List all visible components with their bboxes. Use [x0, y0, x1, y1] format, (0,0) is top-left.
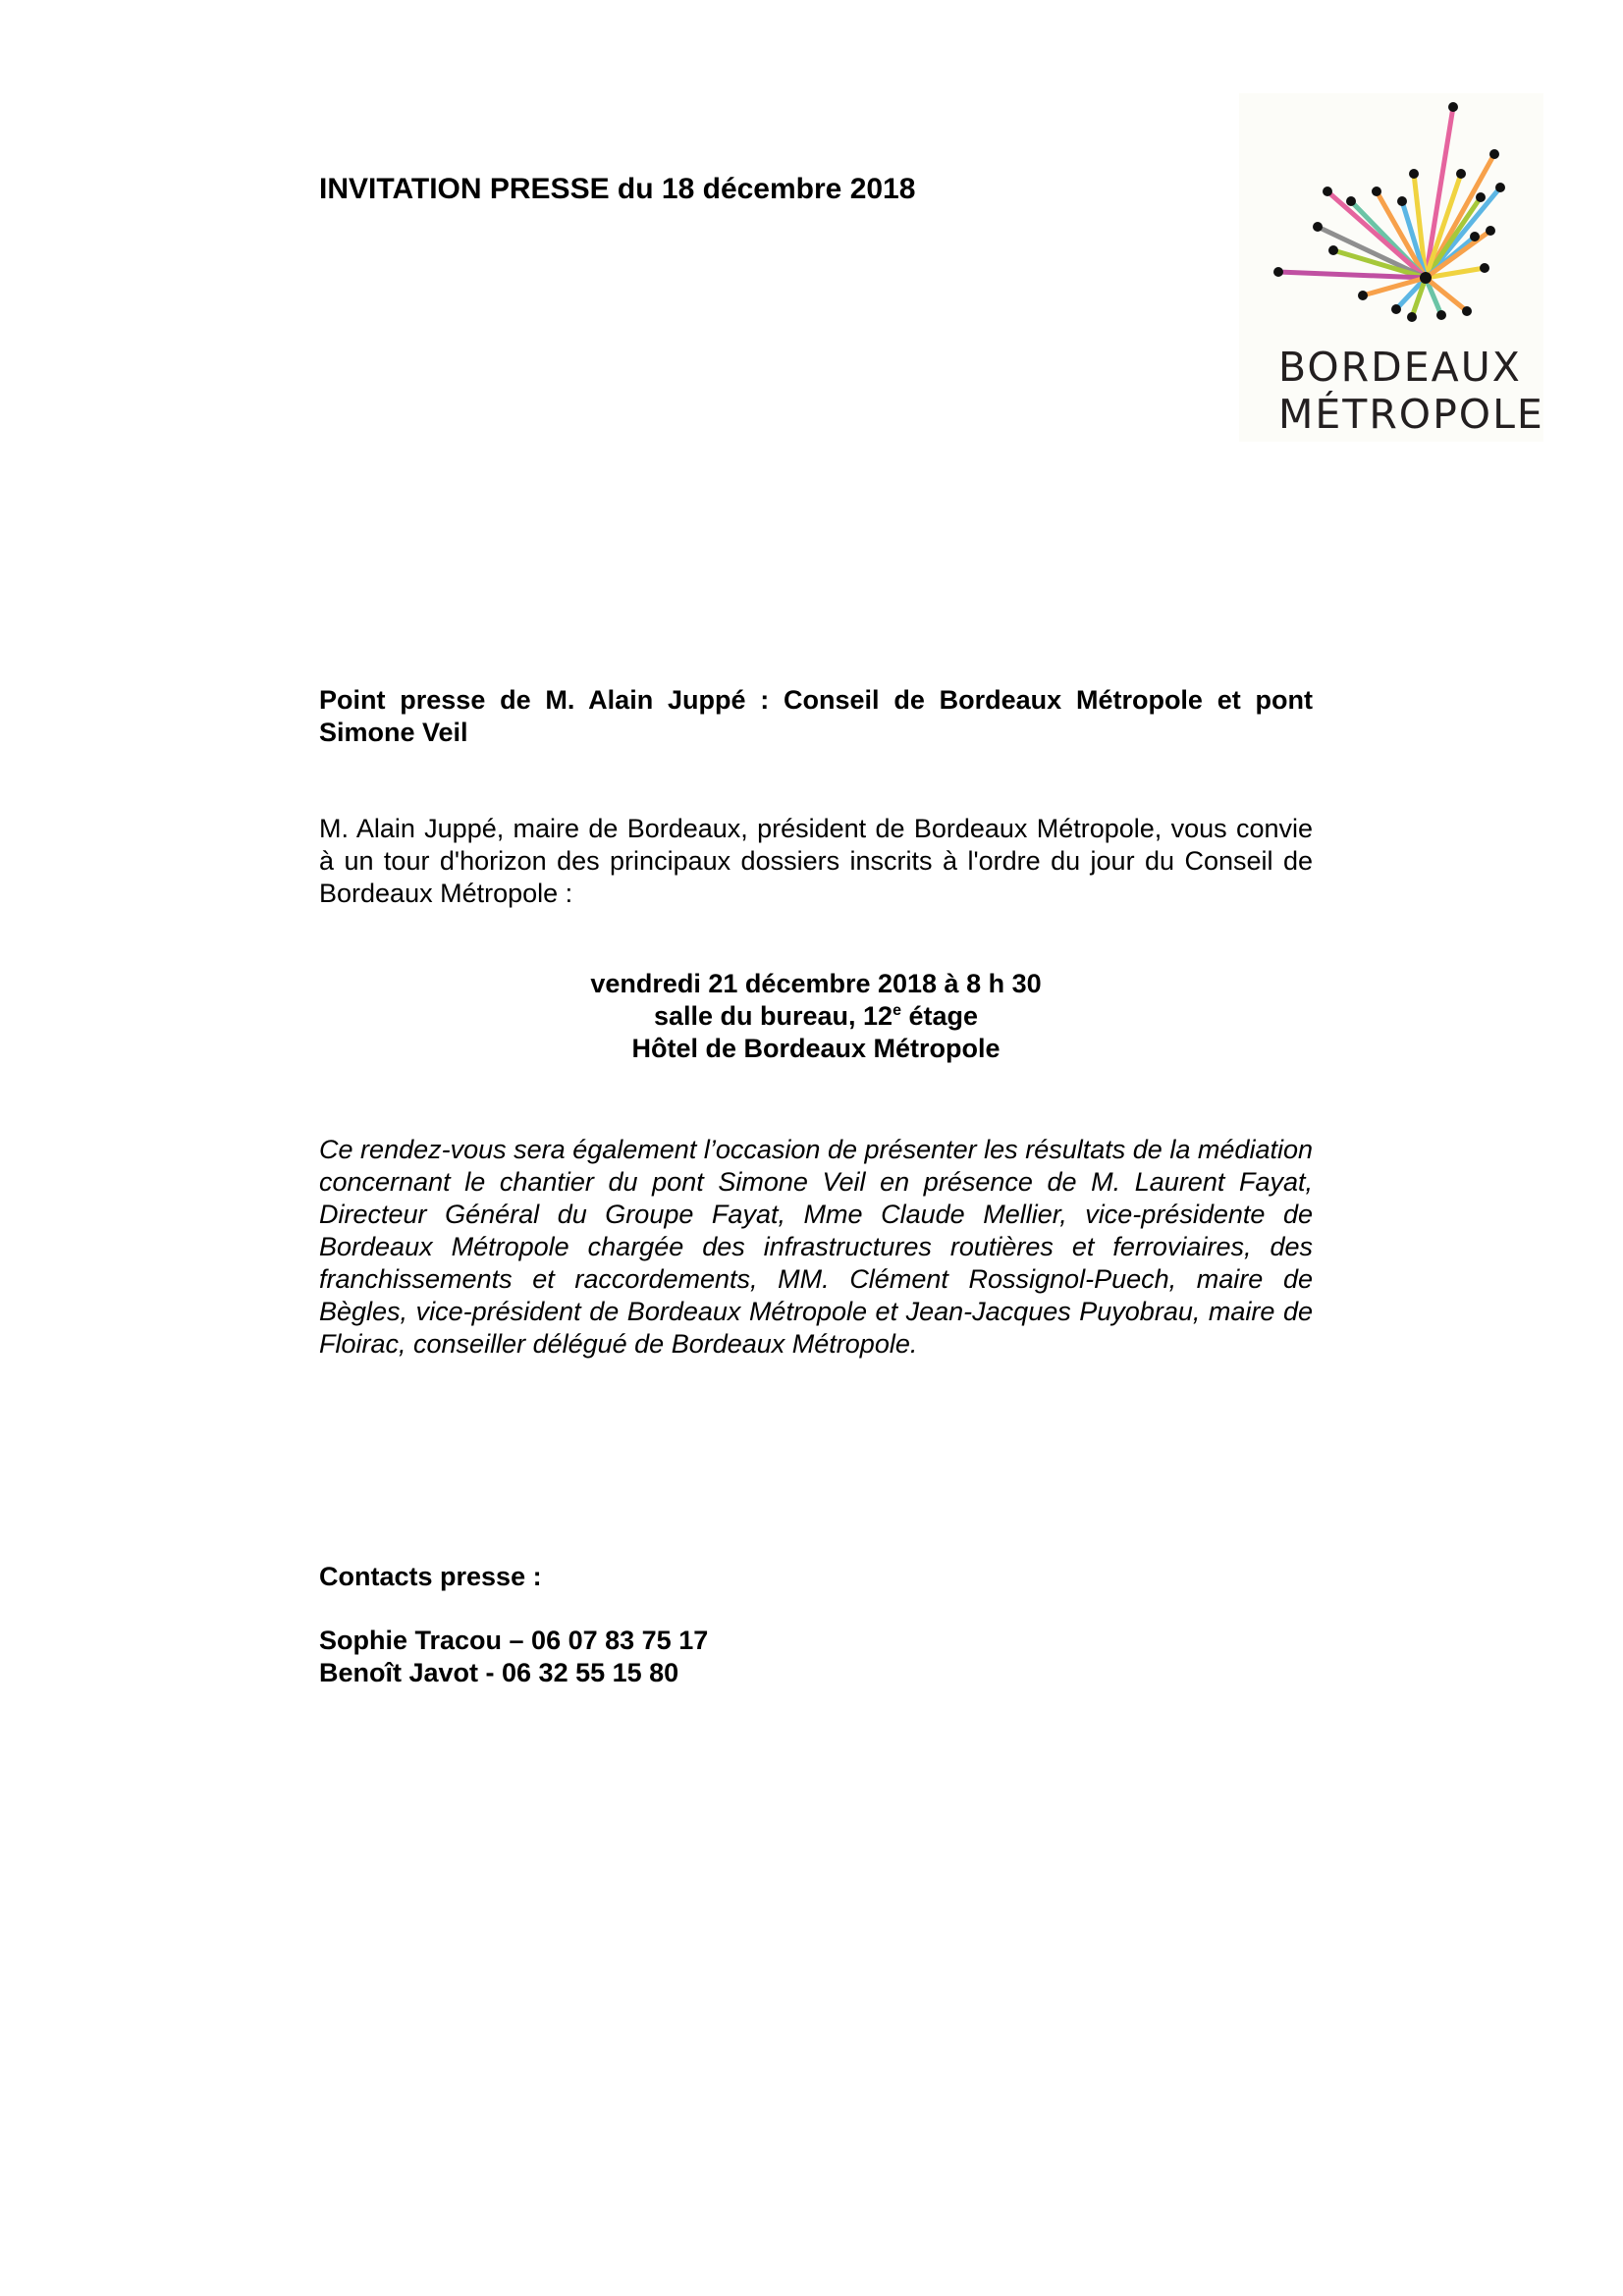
- event-room-sup: e: [893, 1002, 901, 1019]
- event-room-suffix: étage: [900, 1001, 979, 1031]
- event-date: vendredi 21 décembre 2018 à 8 h 30: [590, 969, 1042, 998]
- intro-paragraph: M. Alain Juppé, maire de Bordeaux, président de Bordeaux Métropole, vous convie à un tour d'horizon des principaux dossiers inscrits à l'ordre du jour du Conseil de Bordeaux Métropole :: [319, 814, 1313, 908]
- contact-item: Sophie Tracou – 06 07 83 75 17: [319, 1626, 709, 1655]
- logo-text-line2: MÉTROPOLE: [1278, 391, 1544, 438]
- contacts-list: [319, 1625, 1313, 1689]
- press-subject: Point presse de M. Alain Juppé : Conseil de Bordeaux Métropole et pont Simone Veil: [319, 685, 1313, 747]
- event-details: [319, 968, 1313, 1065]
- page-title: INVITATION PRESSE du 18 décembre 2018: [319, 173, 916, 205]
- details-paragraph: Ce rendez-vous sera également l’occasion de présenter les résultats de la médiation concernant le chantier du pont Simone Veil en présence de M. Laurent Fayat, Directeur Général du Groupe Fayat, Mme Claude Mellier, vice-présidente de Bordeaux Métropole chargée des infrastructures routières et ferroviaires, des franchissements et raccordements, MM. Clément Rossignol-Puech, maire de Bègles, vice-président de Bordeaux Métropole et Jean-Jacques Puyobrau, maire de Floirac, conseiller délégué de Bordeaux Métropole.: [319, 1135, 1313, 1359]
- event-room-prefix: salle du bureau, 12: [653, 1001, 893, 1031]
- bordeaux-metropole-logo: [1239, 93, 1543, 442]
- starburst-logo-icon: [1239, 93, 1543, 339]
- contact-item: Benoît Javot - 06 32 55 15 80: [319, 1658, 679, 1687]
- event-place: Hôtel de Bordeaux Métropole: [631, 1034, 1001, 1063]
- event-room: [319, 1000, 1313, 1033]
- contacts-title: Contacts presse :: [319, 1562, 542, 1591]
- logo-text-line1: BORDEAUX: [1278, 344, 1522, 391]
